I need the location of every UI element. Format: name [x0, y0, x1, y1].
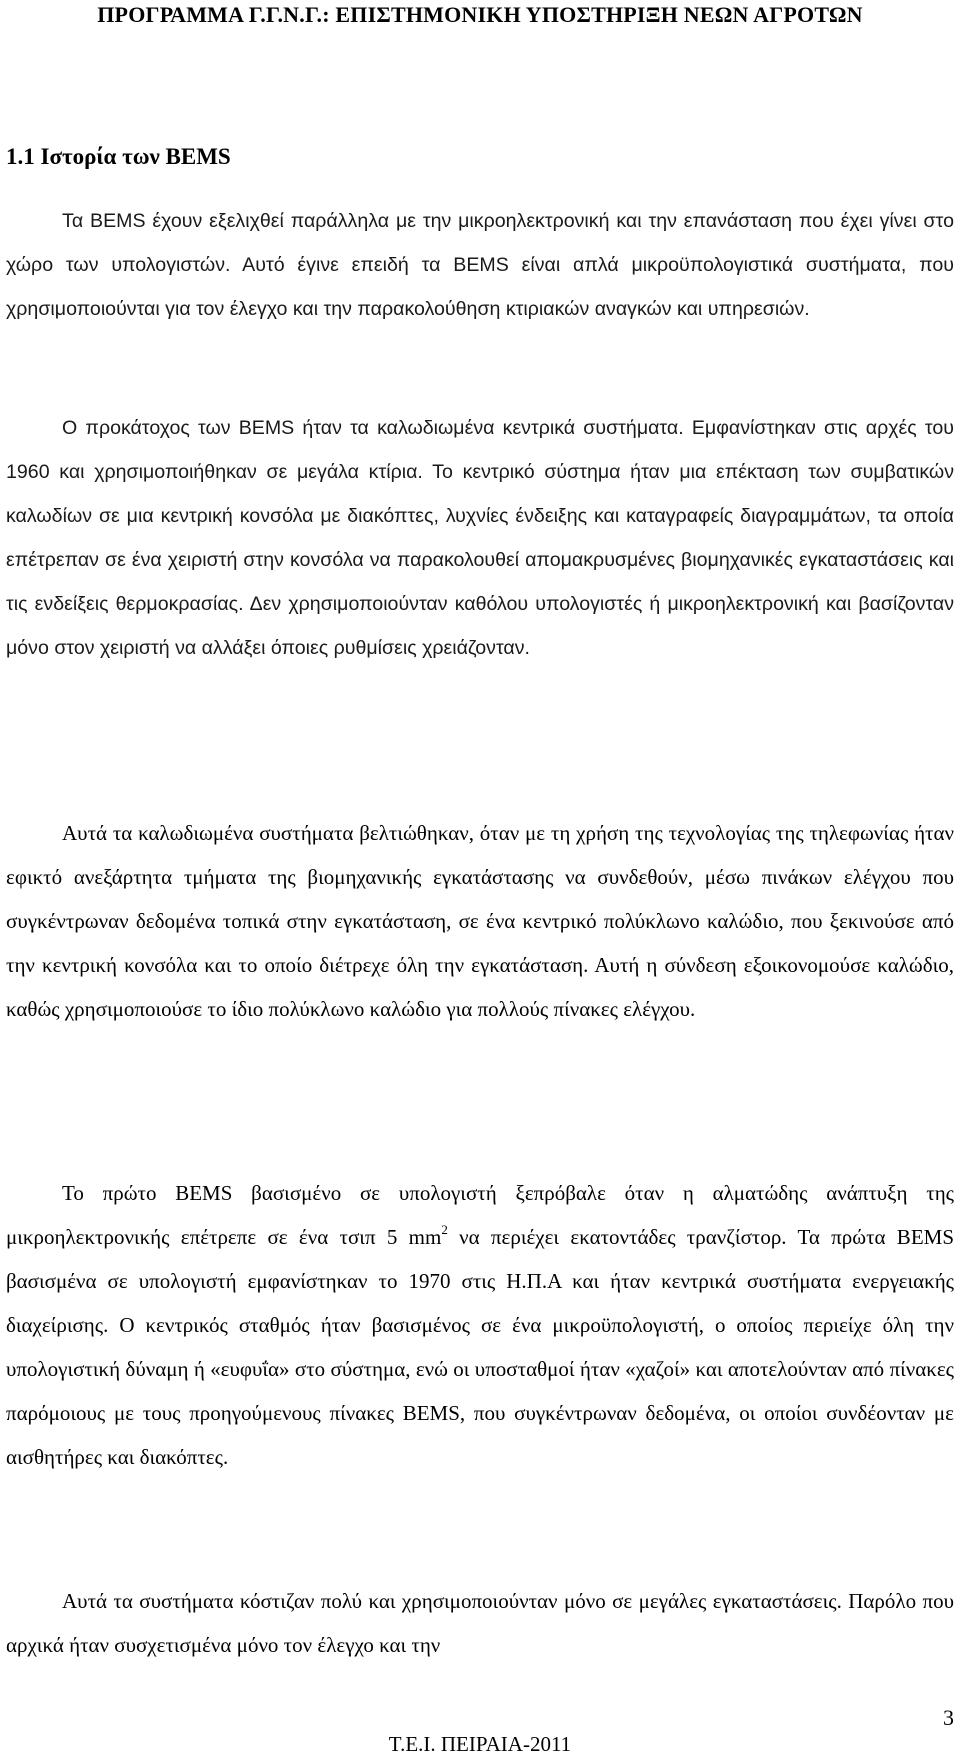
paragraph-2: Ο προκάτοχος των BEMS ήταν τα καλωδιωμένα κεντρικά συστήματα. Εμφανίστηκαν στις αρχές του 1960 και χρησιμοποιήθηκαν σε μεγάλα κτίρια. Το κεντρικό σύστημα ήταν μια επέκταση των συμβατικών καλωδίων σε μια κεντρική κονσόλα με διακόπτες, λυχνίες ένδειξης και καταγραφείς διαγραμμάτων, τα οποία επέτρεπαν σε ένα χειριστή στην κονσόλα να παρακολουθεί απομακρυσμένες βιομηχανικές εγκαταστάσεις και τις ενδείξεις θερμοκρασίας. Δεν χρησιμοποιούνταν καθόλου υπολογιστές ή μικροηλεκτρονική και βασίζονταν μόνο στον χειριστή να αλλάξει όποιες ρυθμίσεις χρειάζονταν.	[6, 417, 954, 659]
paragraph-3: Αυτά τα καλωδιωμένα συστήματα βελτιώθηκαν, όταν με τη χρήση της τεχνολογίας της τηλεφωνίας ήταν εφικτό ανεξάρτητα τμήματα της βιομηχανικής εγκατάστασης να συνδεθούν, μέσω πινάκων ελέγχου που συγκέντρωναν δεδομένα τοπικά στην εγκατάσταση, σε ένα κεντρικό πολύκλωνο καλώδιο, που ξεκινούσε από την κεντρική κονσόλα και το οποίο διέτρεχε όλη την εγκατάσταση. Αυτή η σύνδεση εξοικονομούσε καλώδιο, καθώς χρησιμοποιούσε το ίδιο πολύκλωνο καλώδιο για πολλούς πίνακες ελέγχου.	[6, 821, 954, 1021]
paragraph-4-text-start: Το πρώτο BEMS βασισμένο σε υπολογιστή ξεπρόβαλε όταν η αλματώδης ανάπτυξη της μικροηλεκτρονικής επέτρεπε σε ένα τσιπ 5 mm	[6, 1181, 954, 1249]
superscript: 2	[441, 1222, 448, 1237]
paragraph-1: Τα BEMS έχουν εξελιχθεί παράλληλα με την μικροηλεκτρονική και την επανάσταση που έχει γίνει στο χώρο των υπολογιστών. Αυτό έγινε επειδή τα BEMS είναι απλά μικροϋπολογιστικά συστήματα, που χρησιμοποιούνται για τον έλεγχο και την παρακολούθηση κτιριακών αναγκών και υπηρεσιών.	[6, 210, 954, 320]
page-number: 3	[943, 1705, 954, 1730]
page-footer: Τ.Ε.Ι. ΠΕΙΡΑΙΑ-2011	[388, 1732, 572, 1756]
page-header: ΠΡΟΓΡΑΜΜΑ Γ.Γ.Ν.Γ.: ΕΠΙΣΤΗΜΟΝΙΚΗ ΥΠΟΣΤΗΡΙΞΗ ΝΕΩΝ ΑΓΡΟΤΩΝ	[97, 2, 863, 27]
paragraph-4-text-end: να περιέχει εκατοντάδες τρανζίστορ. Τα πρώτα BEMS βασισμένα σε υπολογιστή εμφανίστηκαν το 1970 στις Η.Π.Α και ήταν κεντρικά συστήματα ενεργειακής διαχείρισης. Ο κεντρικός σταθμός ήταν βασισμένος σε ένα μικροϋπολογιστή, ο οποίος περιείχε όλη την υπολογιστική δύναμη ή «ευφυΐα» στο σύστημα, ενώ οι υποσταθμοί ήταν «χαζοί» και αποτελούνταν από πίνακες παρόμοιους με τους προηγούμενους πίνακες BEMS, που συγκέντρωναν δεδομένα, οι οποίοι συνδέονταν με αισθητήρες και διακόπτες.	[6, 1225, 954, 1469]
paragraph-5: Αυτά τα συστήματα κόστιζαν πολύ και χρησιμοποιούνταν μόνο σε μεγάλες εγκαταστάσεις. Παρόλο που αρχικά ήταν συσχετισμένα μόνο τον έλεγχο και την	[6, 1589, 954, 1657]
paragraph-4	[6, 1171, 954, 1479]
section-title: 1.1 Ιστορία των BEMS	[6, 144, 231, 169]
